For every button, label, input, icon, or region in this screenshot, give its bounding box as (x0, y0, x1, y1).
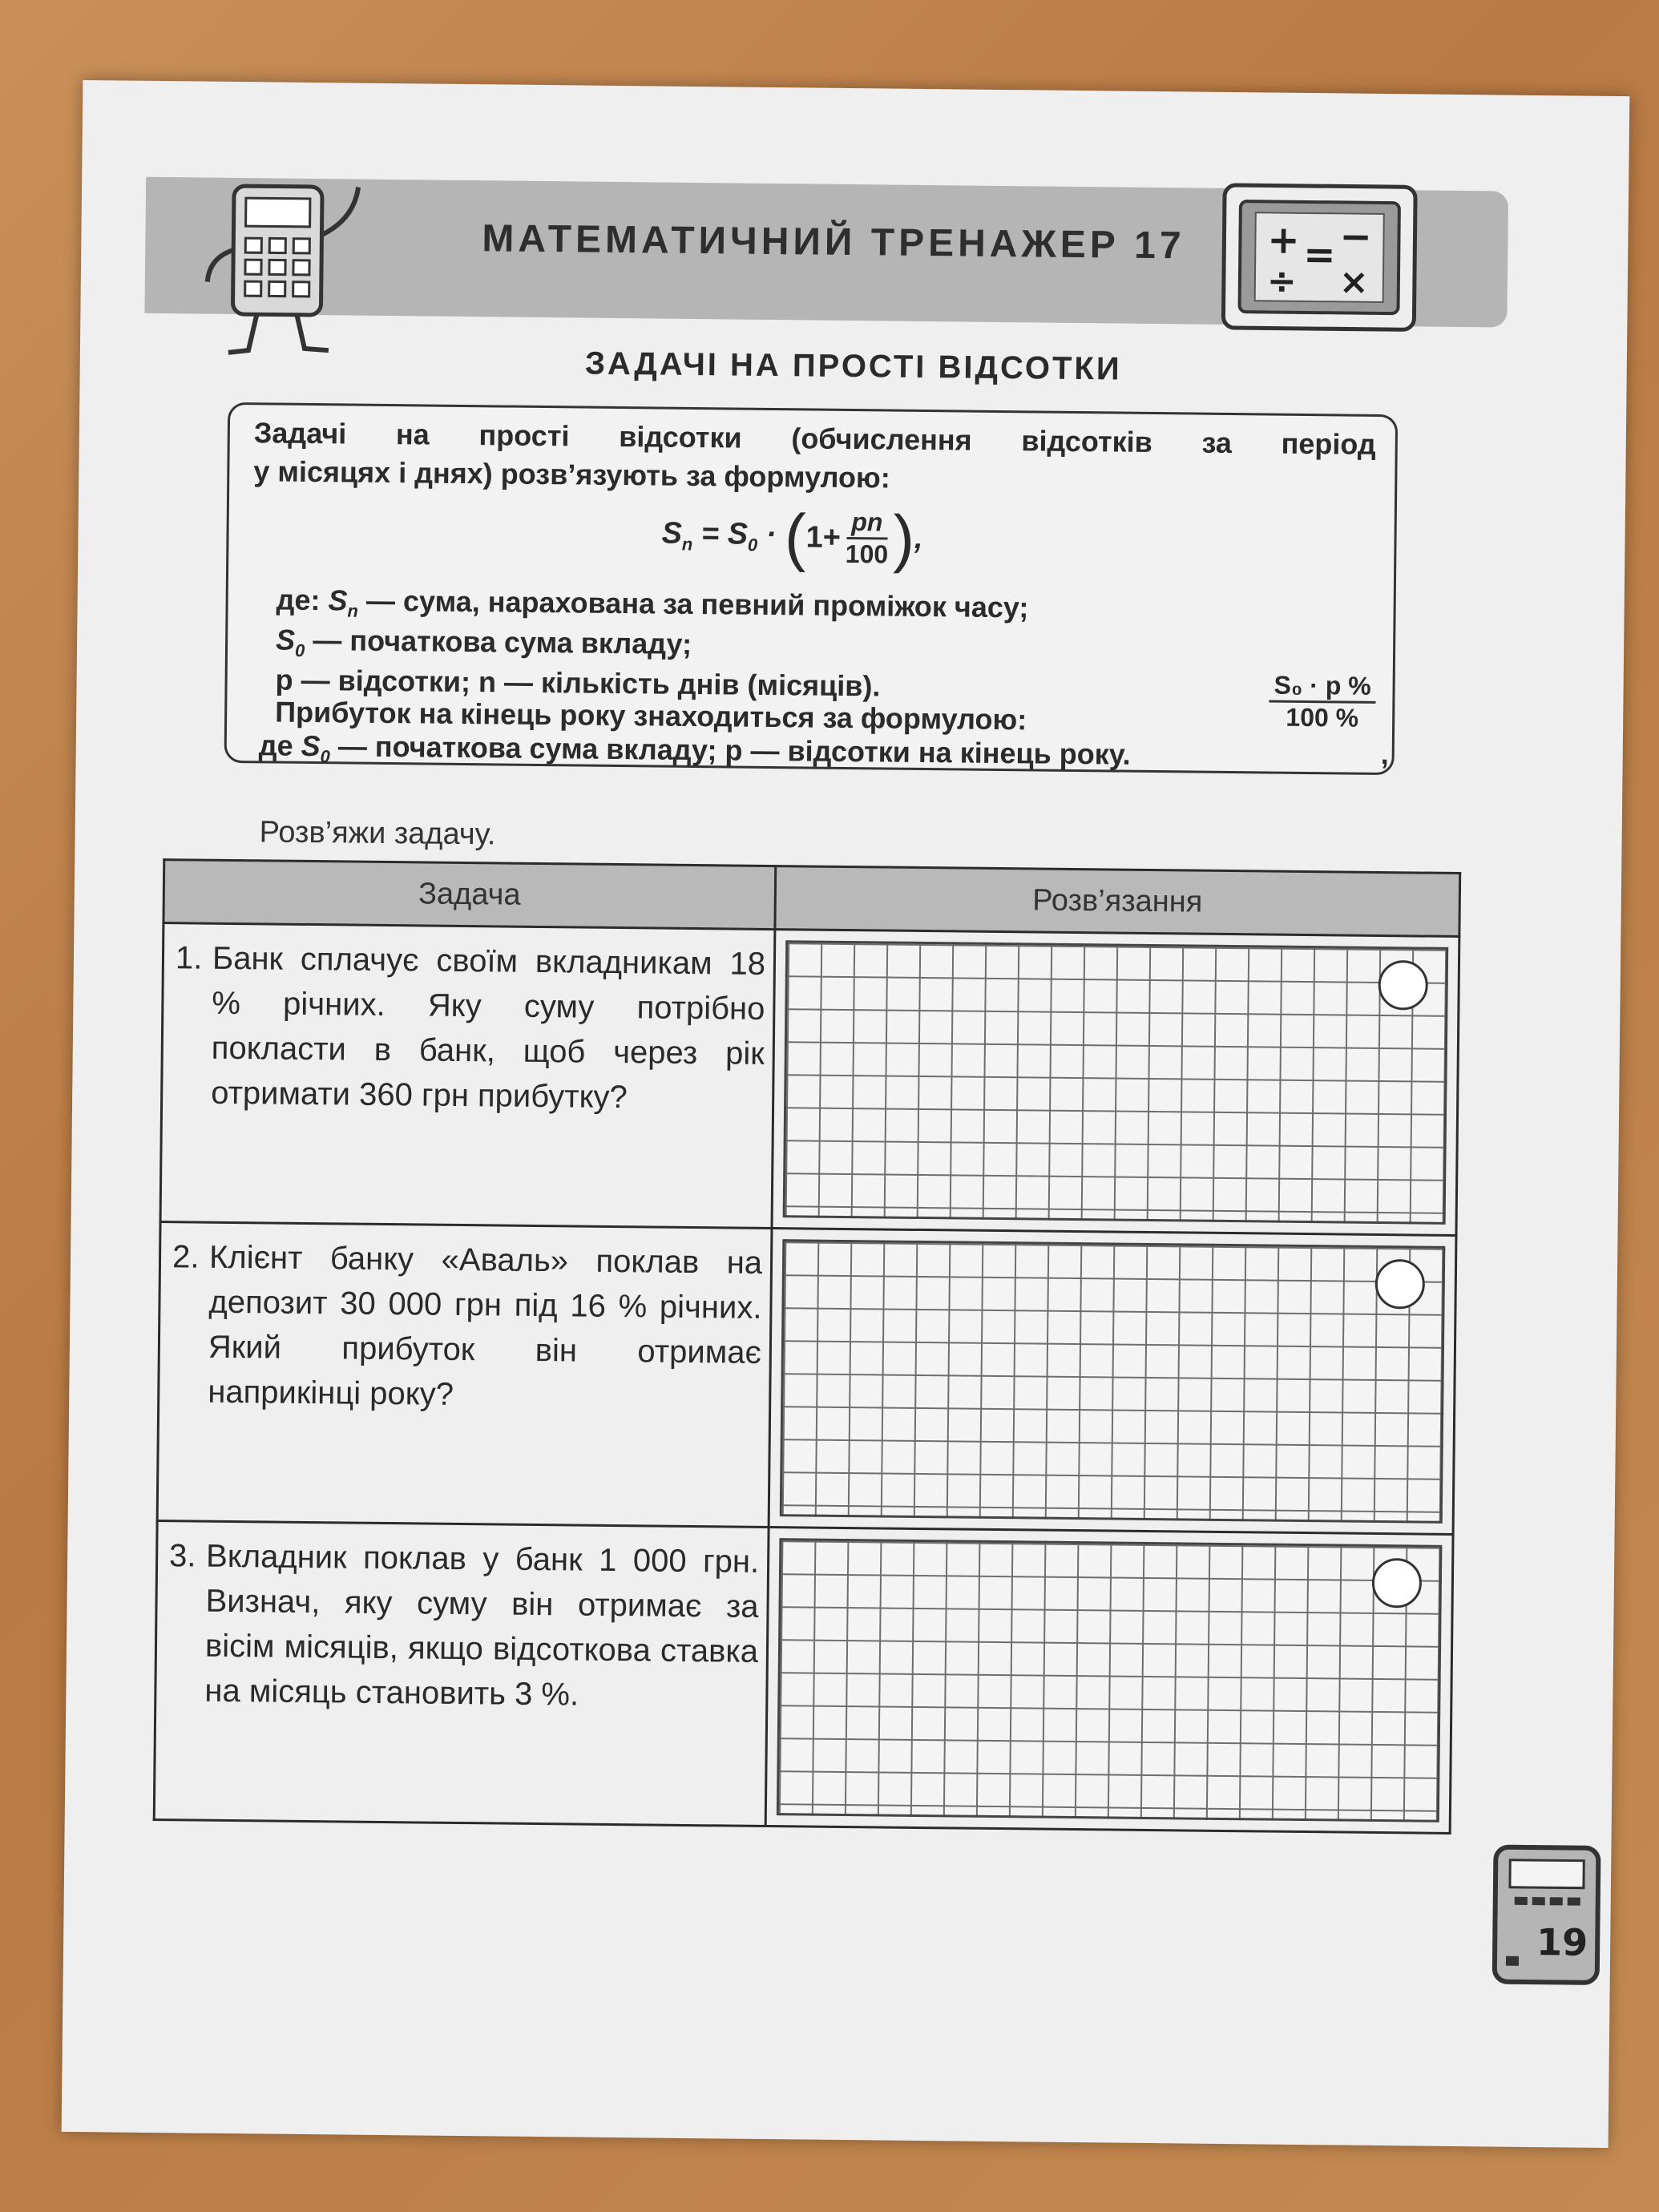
calculator-page-badge-icon (1490, 1842, 1604, 1987)
rule-last-line: де $S_0$ — початкова сума вкладу; p — відсотки на кінець року. (258, 729, 1131, 771)
solution-grid[interactable] (777, 1538, 1443, 1822)
svg-text:×: × (1338, 261, 1370, 303)
task-cell (157, 1222, 772, 1528)
profit-formula-comma: , (1380, 737, 1389, 771)
score-circle[interactable] (1378, 960, 1428, 1011)
task-text: Клієнт банку «Аваль» поклав на депозит 30 000 грн під 16 % річних. Який прибуток він отримає наприкінці року? (208, 1239, 763, 1412)
instruction-text: Розв’яжи задачу. (259, 815, 496, 852)
column-header-task: Задача (163, 860, 776, 930)
calculator-mascot-icon (192, 161, 371, 371)
worksheet-page (62, 80, 1630, 2148)
svg-text:÷: ÷ (1266, 260, 1298, 302)
profit-formula (1269, 671, 1376, 733)
solution-grid[interactable] (780, 1239, 1446, 1524)
rule-line-2: у місяцях і днях) розв’язують за формулою: (253, 454, 890, 494)
task-number: 1. (175, 940, 203, 976)
svg-text:−: − (1339, 214, 1373, 260)
solution-cell[interactable] (765, 1528, 1453, 1834)
profit-formula-numerator: S₀ · p % (1269, 671, 1376, 704)
rule-profit-line: Прибуток на кінець року знаходиться за формулою: (275, 695, 1027, 737)
profit-formula-denominator: 100 % (1286, 702, 1359, 733)
simple-interest-formula: $S_n = S_0$ · ( 1+ $\frac{pn}{100}$ ) , (661, 501, 923, 574)
svg-text:=: = (1302, 232, 1336, 278)
column-header-solution: Розв’язання (775, 866, 1460, 937)
rule-def-s0: $S_0$ — початкова сума вкладу; (275, 623, 692, 661)
svg-text:+: + (1267, 217, 1300, 263)
table-row (157, 1222, 1456, 1535)
score-circle[interactable] (1374, 1259, 1425, 1310)
task-cell (154, 1521, 769, 1827)
task-text: Банк сплачує своїм вкладникам 18 % річних. Яку суму потрібно покласти в банк, щоб через рік отримати 360 грн прибутку? (211, 940, 766, 1116)
rule-line-1: Задачі на прості відсотки (обчислення відсотків за період (253, 416, 1377, 461)
topic-title: ЗАДАЧІ НА ПРОСТІ ВІДСОТКИ (584, 345, 1122, 387)
rule-def-sn-text: — сума, нарахована за певний проміжок часу; (357, 583, 1029, 624)
rule-box (224, 402, 1399, 775)
rule-def-p-n: p — відсотки; n — кількість днів (місяців). (275, 663, 881, 703)
task-text: Вкладник поклав у банк 1 000 грн. Визнач, яку суму він отримає за вісім місяців, якщо відсоткова ставка на місяць становить 3 %. (204, 1538, 760, 1713)
score-circle[interactable] (1372, 1558, 1423, 1609)
solution-grid[interactable] (783, 940, 1449, 1225)
page-number: 19 (1536, 1920, 1588, 1964)
solution-cell[interactable] (772, 930, 1459, 1236)
task-cell (160, 923, 775, 1229)
task-number: 2. (172, 1239, 200, 1275)
tasks-table (153, 858, 1461, 1835)
math-operations-icon (1218, 180, 1420, 335)
worksheet-title: МАТЕМАТИЧНИЙ ТРЕНАЖЕР 17 (482, 217, 1185, 268)
rule-def-sn: де: $S_n$ — сума, нарахована за певний проміжок часу; (276, 583, 1029, 624)
rule-last-line-text: — початкова сума вкладу; p — відсотки на кінець року. (329, 729, 1131, 771)
task-number: 3. (168, 1538, 196, 1574)
solution-cell[interactable] (769, 1229, 1456, 1535)
table-row (154, 1521, 1453, 1834)
rule-def-s0-text: — початкова сума вкладу; (305, 623, 692, 660)
table-row (160, 923, 1459, 1236)
